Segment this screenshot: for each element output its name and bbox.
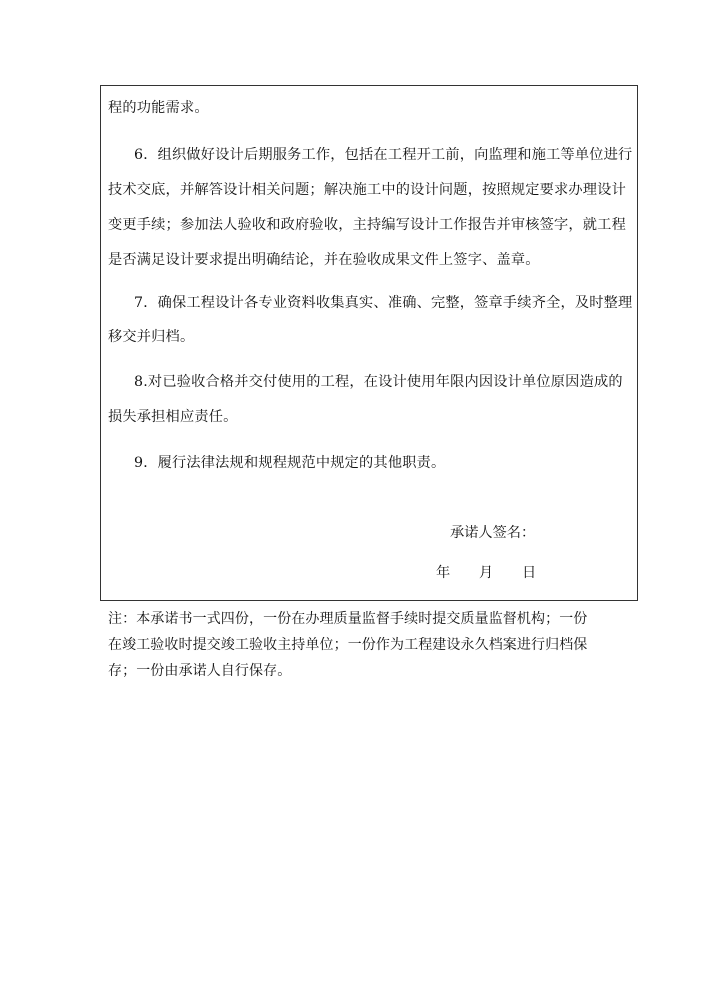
note-line-1: 注：本承诺书一式四份，一份在办理质量监督手续时提交质量监督机构；一份 bbox=[108, 611, 588, 627]
signature-label: 承诺人签名： bbox=[450, 525, 536, 541]
date-day-label: 日 bbox=[522, 565, 537, 581]
body-line-6: 7．确保工程设计各专业资料收集真实、准确、完整，签章手续齐全，及时整理 bbox=[134, 295, 633, 311]
body-line-8: 8.对已验收合格并交付使用的工程，在设计使用年限内因设计单位原因造成的 bbox=[134, 374, 623, 390]
body-line-10: 9．履行法律法规和规程规范中规定的其他职责。 bbox=[134, 455, 446, 471]
note-line-2: 在竣工验收时提交竣工验收主持单位；一份作为工程建设永久档案进行归档保 bbox=[108, 637, 588, 653]
note-line-3: 存；一份由承诺人自行保存。 bbox=[108, 663, 292, 679]
body-line-3: 技术交底，并解答设计相关问题；解决施工中的设计问题，按照规定要求办理设计 bbox=[108, 182, 626, 198]
body-line-5: 是否满足设计要求提出明确结论，并在验收成果文件上签字、盖章。 bbox=[108, 252, 540, 268]
body-line-2: 6．组织做好设计后期服务工作，包括在工程开工前，向监理和施工等单位进行 bbox=[134, 147, 633, 163]
date-year-label: 年 bbox=[436, 565, 451, 581]
date-month-label: 月 bbox=[479, 565, 494, 581]
body-line-7: 移交并归档。 bbox=[108, 329, 195, 345]
body-line-4: 变更手续；参加法人验收和政府验收，主持编写设计工作报告并审核签字，就工程 bbox=[108, 217, 626, 233]
body-line-1: 程的功能需求。 bbox=[108, 100, 209, 116]
body-line-9: 损失承担相应责任。 bbox=[108, 409, 238, 425]
